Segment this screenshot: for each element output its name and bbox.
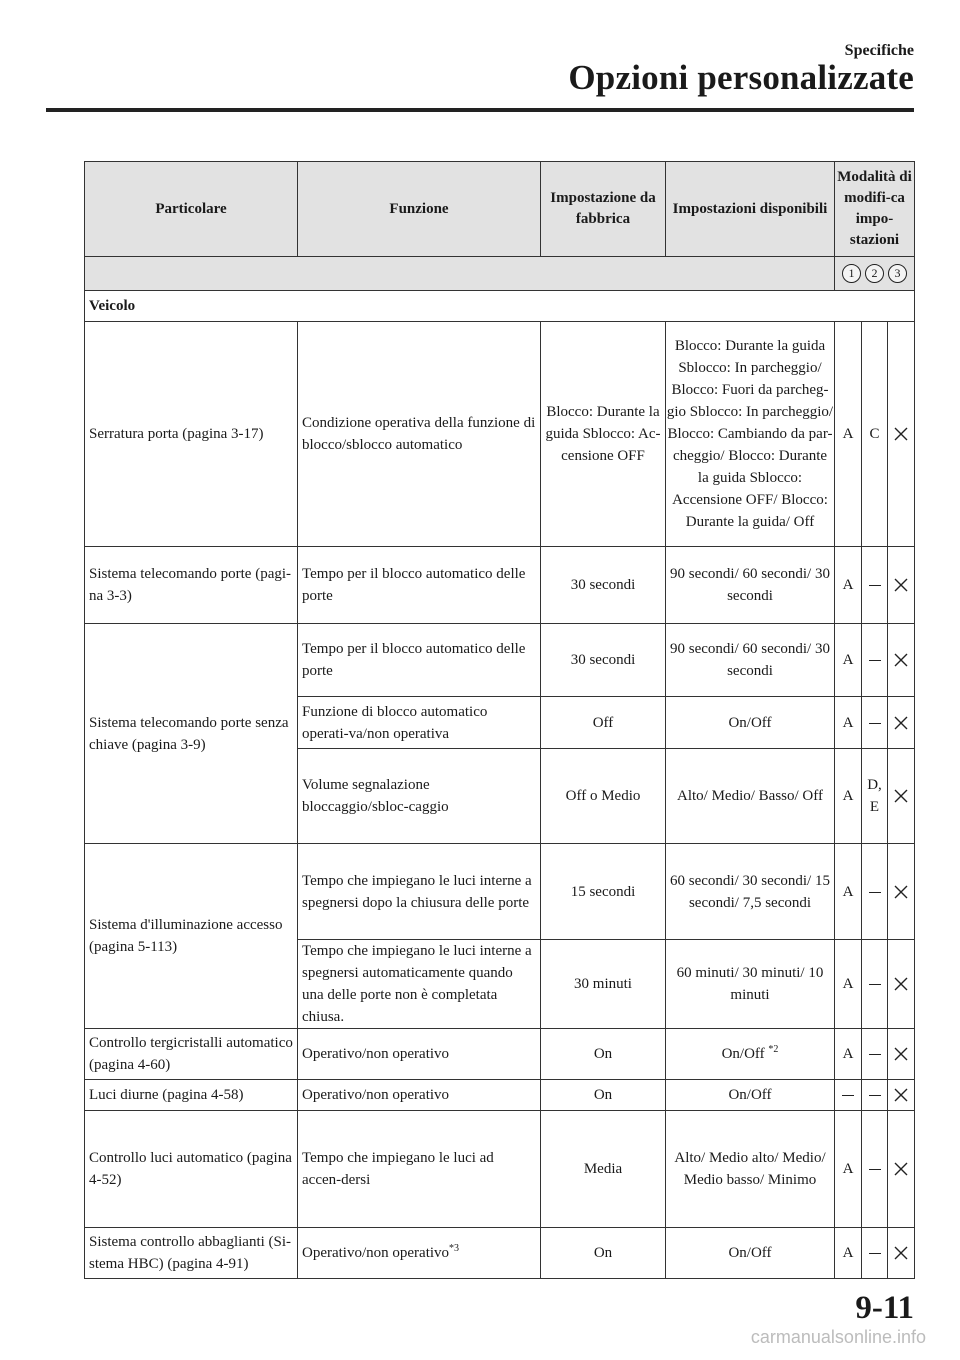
cell-mode-1: A <box>835 1228 862 1279</box>
cell-fabbrica: 30 minuti <box>541 940 666 1029</box>
cell-mode-2 <box>862 1029 888 1080</box>
page-number: 9-11 <box>855 1290 914 1326</box>
table-row <box>85 624 915 697</box>
cell-mode-1: A <box>835 547 862 624</box>
cross-icon <box>894 885 908 899</box>
cell-mode-3 <box>888 624 915 697</box>
header-row <box>85 162 915 257</box>
cell-funzione: Tempo per il blocco automatico delle porte <box>298 547 541 624</box>
cross-icon <box>894 653 908 667</box>
cell-fabbrica: Off <box>541 697 666 749</box>
cell-mode-2: C <box>862 322 888 547</box>
circle-2-icon: 2 <box>865 264 884 283</box>
cell-mode-2 <box>862 844 888 940</box>
cell-fabbrica: 30 secondi <box>541 624 666 697</box>
cell-mode-1: A <box>835 1111 862 1228</box>
table-row <box>85 322 915 547</box>
header-rule <box>46 108 914 112</box>
cell-mode-1: A <box>835 844 862 940</box>
cross-icon <box>894 1047 908 1061</box>
cell-disponibili: Alto/ Medio/ Basso/ Off <box>666 749 835 844</box>
table-row <box>85 1111 915 1228</box>
cell-funzione <box>298 1228 541 1279</box>
cell-mode-2 <box>862 1080 888 1111</box>
cell-funzione: Operativo/non operativo <box>298 1029 541 1080</box>
header-impostazioni-disponibili: Impostazioni disponibili <box>666 162 835 257</box>
cell-fabbrica: On <box>541 1029 666 1080</box>
cell-mode-1: A <box>835 624 862 697</box>
cell-mode-2 <box>862 697 888 749</box>
cell-particolare: Controllo tergicristalli automatico (pagina 4-60) <box>85 1029 298 1080</box>
cell-mode-1 <box>835 1080 862 1111</box>
dash-icon <box>869 892 881 893</box>
cross-icon <box>894 716 908 730</box>
dash-icon <box>869 1253 881 1254</box>
dash-icon <box>869 984 881 985</box>
cell-mode-1: A <box>835 940 862 1029</box>
cell-disponibili: 60 minuti/ 30 minuti/ 10 minuti <box>666 940 835 1029</box>
cell-mode-1: A <box>835 749 862 844</box>
dash-icon <box>842 1095 854 1096</box>
circle-1-icon: 1 <box>842 264 861 283</box>
header-funzione: Funzione <box>298 162 541 257</box>
table-row <box>85 1228 915 1279</box>
cross-icon <box>894 789 908 803</box>
cell-mode-3 <box>888 844 915 940</box>
cell-mode-1: A <box>835 322 862 547</box>
cross-icon <box>894 578 908 592</box>
cell-fabbrica: Media <box>541 1111 666 1228</box>
dash-icon <box>869 585 881 586</box>
cross-icon <box>894 1088 908 1102</box>
footnote-marker: *3 <box>449 1243 460 1254</box>
cell-funzione: Operativo/non operativo <box>298 1080 541 1111</box>
page-title: Opzioni personalizzate <box>568 58 914 97</box>
cell-fabbrica: On <box>541 1228 666 1279</box>
dash-icon <box>869 1095 881 1096</box>
cell-funzione: Tempo che impiegano le luci interne a spegnersi dopo la chiusura delle porte <box>298 844 541 940</box>
cell-mode-3 <box>888 940 915 1029</box>
cell-fabbrica: Off o Medio <box>541 749 666 844</box>
cell-mode-3 <box>888 1029 915 1080</box>
cell-mode-2 <box>862 1111 888 1228</box>
section-title: Specifiche <box>844 42 914 59</box>
cell-mode-1: A <box>835 697 862 749</box>
cell-mode-3 <box>888 1111 915 1228</box>
cell-mode-3 <box>888 749 915 844</box>
options-table <box>84 161 915 1279</box>
dash-icon <box>869 1054 881 1055</box>
dash-icon <box>869 1169 881 1170</box>
cell-mode-1: A <box>835 1029 862 1080</box>
cell-funzione: Tempo che impiegano le luci interne a spegnersi automaticamente quando una delle porte non è completata chiusa. <box>298 940 541 1029</box>
disponibili-text: On/Off <box>721 1046 765 1062</box>
cell-mode-3 <box>888 547 915 624</box>
header-impostazione-fabbrica: Impostazione da fabbrica <box>541 162 666 257</box>
cell-mode-2 <box>862 547 888 624</box>
cell-funzione: Condizione operativa della funzione di blocco/sblocco automatico <box>298 322 541 547</box>
cell-fabbrica: 30 secondi <box>541 547 666 624</box>
header-blank <box>85 257 835 291</box>
cell-mode-3 <box>888 697 915 749</box>
cross-icon <box>894 977 908 991</box>
cell-disponibili: On/Off <box>666 1228 835 1279</box>
cell-disponibili: 60 secondi/ 30 secondi/ 15 secondi/ 7,5 secondi <box>666 844 835 940</box>
header-circles-row <box>85 257 915 291</box>
section-row <box>85 291 915 322</box>
circle-3-icon: 3 <box>888 264 907 283</box>
cell-disponibili: 90 secondi/ 60 secondi/ 30 secondi <box>666 624 835 697</box>
cell-particolare: Sistema telecomando porte (pagi-na 3-3) <box>85 547 298 624</box>
cell-funzione: Funzione di blocco automatico operati-va/non operativa <box>298 697 541 749</box>
cell-particolare: Sistema telecomando porte senza chiave (pagina 3-9) <box>85 624 298 844</box>
section-label: Veicolo <box>85 291 915 322</box>
cell-disponibili: Blocco: Durante la guida Sblocco: In parcheggio/ Blocco: Fuori da parcheg-gio Sblocco: In parcheggio/ Blocco: Cambiando da par-cheggio/ Blocco: Durante la guida Sblocco: Accensione OFF/ Blocco: Durante la guida/ Off <box>666 322 835 547</box>
header-particolare: Particolare <box>85 162 298 257</box>
footnote-marker: *2 <box>768 1044 779 1055</box>
cross-icon <box>894 1246 908 1260</box>
cell-fabbrica: 15 secondi <box>541 844 666 940</box>
cell-mode-3 <box>888 1080 915 1111</box>
cell-disponibili: Alto/ Medio alto/ Medio/ Medio basso/ Minimo <box>666 1111 835 1228</box>
cell-funzione: Tempo per il blocco automatico delle porte <box>298 624 541 697</box>
cell-particolare: Luci diurne (pagina 4-58) <box>85 1080 298 1111</box>
cell-mode-2 <box>862 1228 888 1279</box>
cell-particolare: Sistema d'illuminazione accesso (pagina 5-113) <box>85 844 298 1029</box>
header-modalita: Modalità di modifi-ca impo-stazioni <box>835 162 915 257</box>
table-row <box>85 1080 915 1111</box>
funzione-text: Operativo/non operativo <box>302 1245 450 1261</box>
cell-particolare: Sistema controllo abbaglianti (Si-stema HBC) (pagina 4-91) <box>85 1228 298 1279</box>
dash-icon <box>869 660 881 661</box>
cell-funzione: Volume segnalazione bloccaggio/sbloc-caggio <box>298 749 541 844</box>
header-circles <box>835 257 915 291</box>
cell-disponibili: 90 secondi/ 60 secondi/ 30 secondi <box>666 547 835 624</box>
cross-icon <box>894 427 908 441</box>
cell-mode-2 <box>862 624 888 697</box>
cell-disponibili: On/Off <box>666 697 835 749</box>
cell-disponibili: On/Off <box>666 1080 835 1111</box>
cell-mode-3 <box>888 1228 915 1279</box>
cell-fabbrica: Blocco: Durante la guida Sblocco: Ac-censione OFF <box>541 322 666 547</box>
cell-fabbrica: On <box>541 1080 666 1111</box>
cell-particolare: Controllo luci automatico (pagina 4-52) <box>85 1111 298 1228</box>
cell-mode-2 <box>862 940 888 1029</box>
cell-disponibili <box>666 1029 835 1080</box>
table-row <box>85 547 915 624</box>
cell-mode-2: D, E <box>862 749 888 844</box>
table-row <box>85 844 915 940</box>
cross-icon <box>894 1162 908 1176</box>
cell-mode-3 <box>888 322 915 547</box>
dash-icon <box>869 723 881 724</box>
cell-funzione: Tempo che impiegano le luci ad accen-dersi <box>298 1111 541 1228</box>
cell-particolare: Serratura porta (pagina 3-17) <box>85 322 298 547</box>
watermark: carmanualsonline.info <box>750 1327 926 1347</box>
table-row <box>85 1029 915 1080</box>
